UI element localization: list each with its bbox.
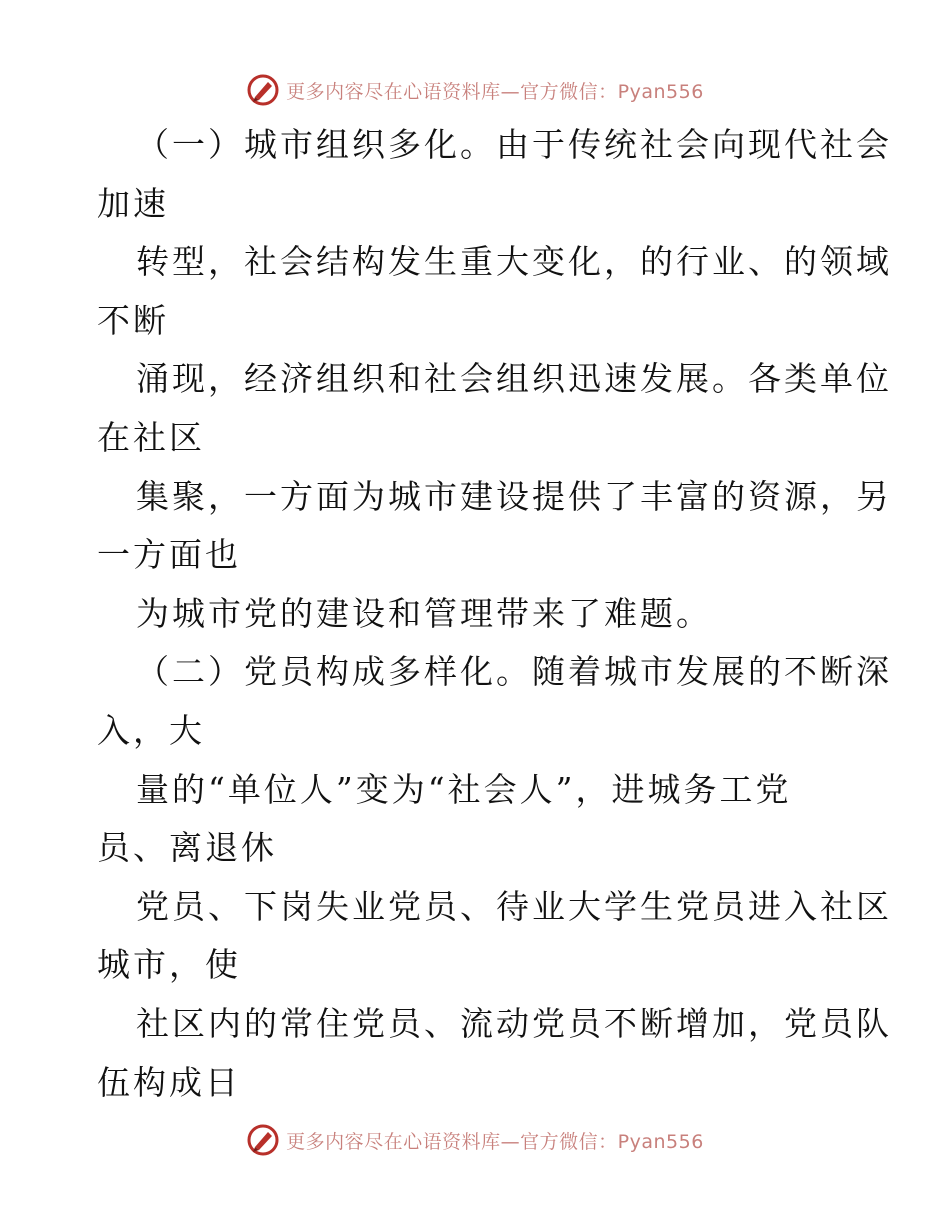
header-banner	[0, 70, 950, 110]
paragraph-line: 集聚，一方面为城市建设提供了丰富的资源，另	[136, 476, 892, 516]
paragraph-line: 加速	[97, 183, 169, 223]
paragraph-line: 伍构成日	[97, 1062, 241, 1102]
paragraph-line: 在社区	[97, 418, 205, 457]
paragraph-line: 一方面也	[97, 535, 241, 575]
paragraph-line: 量的“单位人”变为“社会人”，进城务工党	[136, 769, 792, 809]
footer-banner	[0, 1120, 950, 1160]
paragraph-line: 员、离退休	[97, 828, 277, 868]
paragraph-line: 城市，使	[97, 945, 241, 985]
paragraph-line: 党员、下岗失业党员、待业大学生党员进入社区	[136, 886, 892, 926]
paragraph-line: （二）党员构成多样化。随着城市发展的不断深	[136, 652, 892, 692]
paragraph-line: 入，大	[97, 711, 205, 750]
paragraph-line: 涌现，经济组织和社会组织迅速发展。各类单位	[136, 359, 892, 399]
paragraph-line: 不断	[97, 300, 169, 340]
pen-logo-icon	[246, 1123, 280, 1157]
header-banner-text: 更多内容尽在心语资料库—官方微信：Pyan556	[286, 80, 704, 103]
paragraph-line: 社区内的常住党员、流动党员不断增加，党员队	[136, 1004, 892, 1043]
paragraph-line: 为城市党的建设和管理带来了难题。	[136, 593, 712, 633]
paragraph-line: 转型，社会结构发生重大变化，的行业、的领域	[136, 242, 892, 282]
pen-logo-icon	[246, 73, 280, 107]
paragraph-line: （一）城市组织多化。由于传统社会向现代社会	[136, 125, 892, 164]
footer-banner-text: 更多内容尽在心语资料库—官方微信：Pyan556	[286, 1130, 704, 1153]
